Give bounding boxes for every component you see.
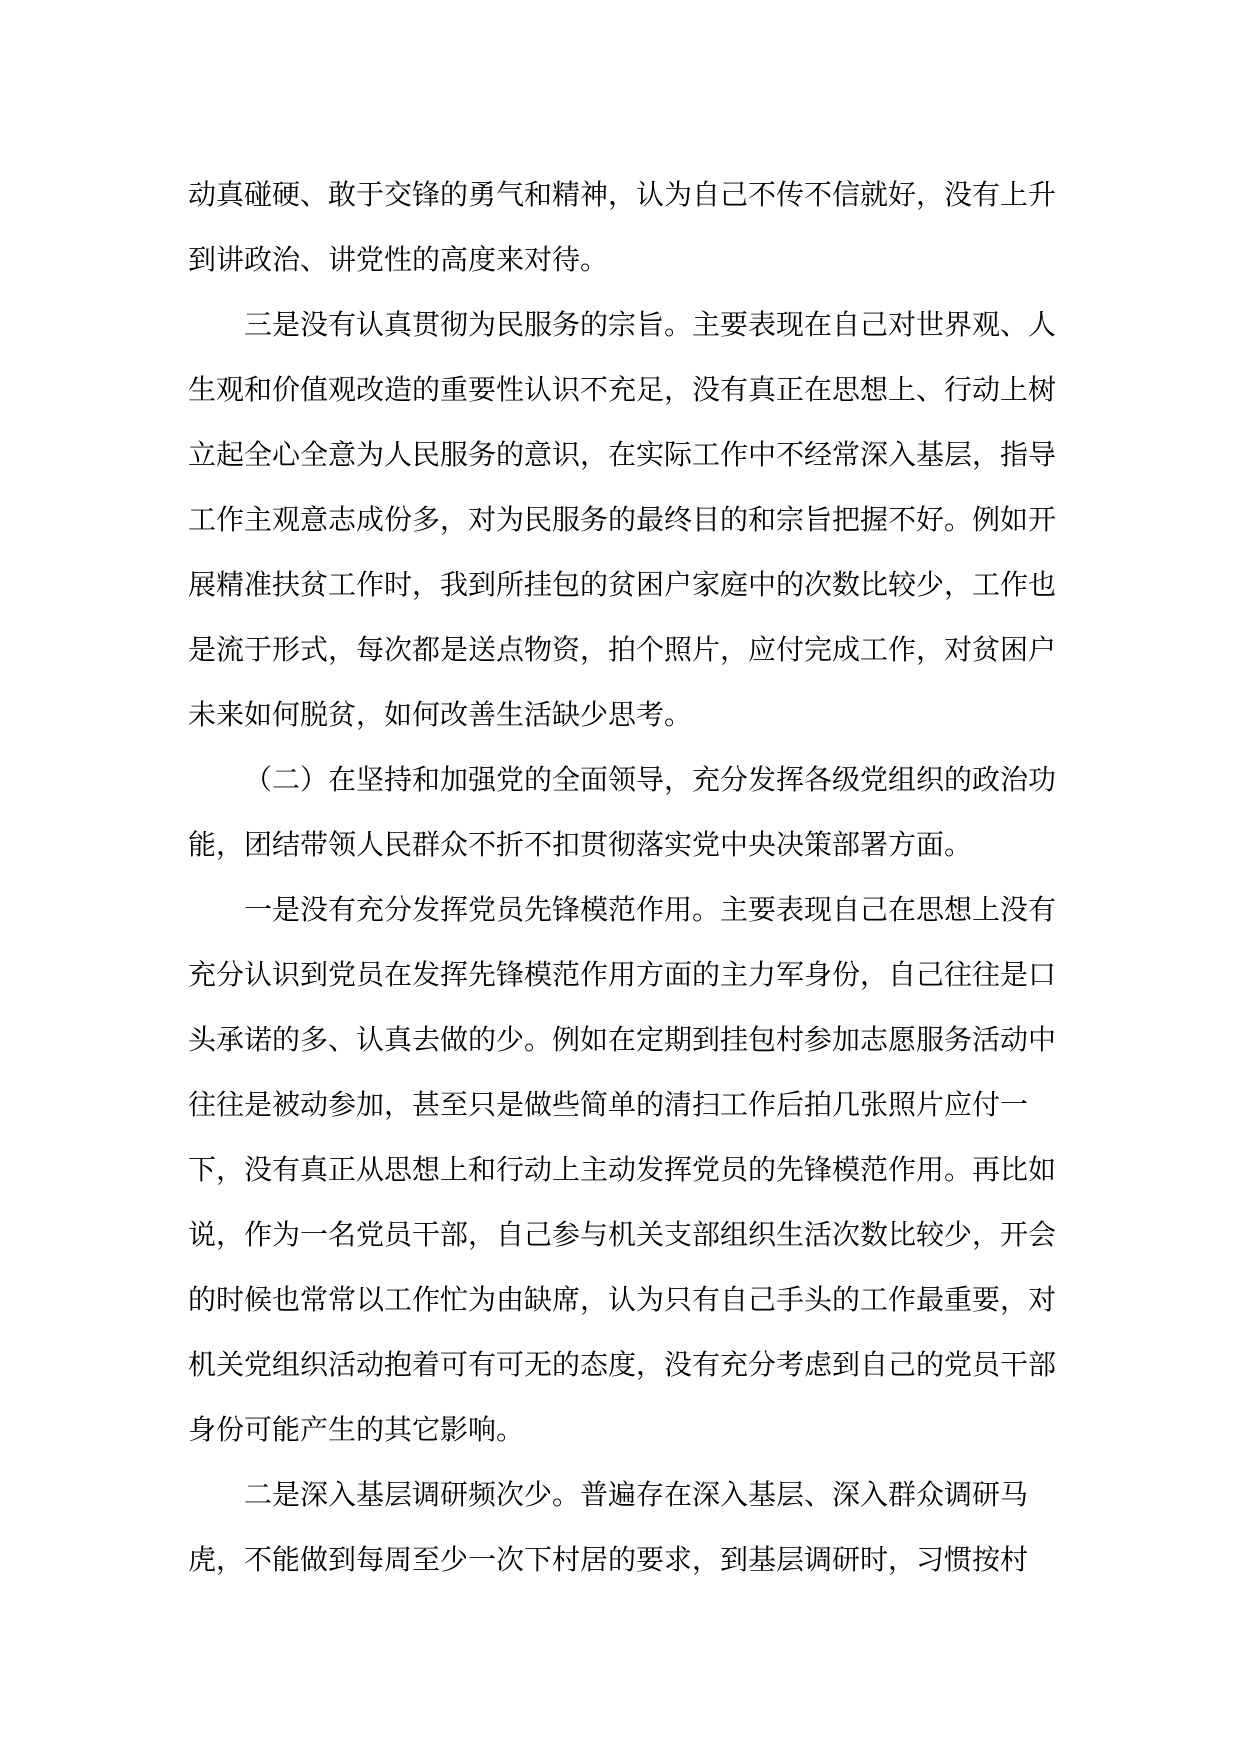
paragraph-continuation: 动真碰硬、敢于交锋的勇气和精神，认为自己不传不信就好，没有上升到讲政治、讲党性的高度来对待。: [188, 178, 1057, 276]
document-body: [188, 162, 1058, 1592]
section-heading-party-leadership: （二）在坚持和加强党的全面领导，充分发挥各级党组织的政治功能，团结带领人民群众不折不扣贯彻落实党中央决策部署方面。: [188, 763, 1057, 861]
paragraph-vanguard-role: 一是没有充分发挥党员先锋模范作用。主要表现自己在思想上没有充分认识到党员在发挥先锋模范作用方面的主力军身份，自己往往是口头承诺的多、认真去做的少。例如在定期到挂包村参加志愿服务活动中往往是被动参加，甚至只是做些简单的清扫工作后拍几张照片应付一下，没有真正从思想上和行动上主动发挥党员的先锋模范作用。再比如说，作为一名党员干部，自己参与机关支部组织生活次数比较少，开会的时候也常常以工作忙为由缺席，认为只有自己手头的工作最重要，对机关党组织活动抱着可有可无的态度，没有充分考虑到自己的党员干部身份可能产生的其它影响。: [188, 893, 1057, 1446]
paragraph-service-purpose: 三是没有认真贯彻为民服务的宗旨。主要表现在自己对世界观、人生观和价值观改造的重要性认识不充足，没有真正在思想上、行动上树立起全心全意为人民服务的意识，在实际工作中不经常深入基层，指导工作主观意志成份多，对为民服务的最终目的和宗旨把握不好。例如开展精准扶贫工作时，我到所挂包的贫困户家庭中的次数比较少，工作也是流于形式，每次都是送点物资，拍个照片，应付完成工作，对贫困户未来如何脱贫，如何改善生活缺少思考。: [188, 308, 1057, 731]
paragraph-grassroots-research: 二是深入基层调研频次少。普遍存在深入基层、深入群众调研马虎，不能做到每周至少一次下村居的要求，到基层调研时，习惯按村: [188, 1478, 1029, 1576]
